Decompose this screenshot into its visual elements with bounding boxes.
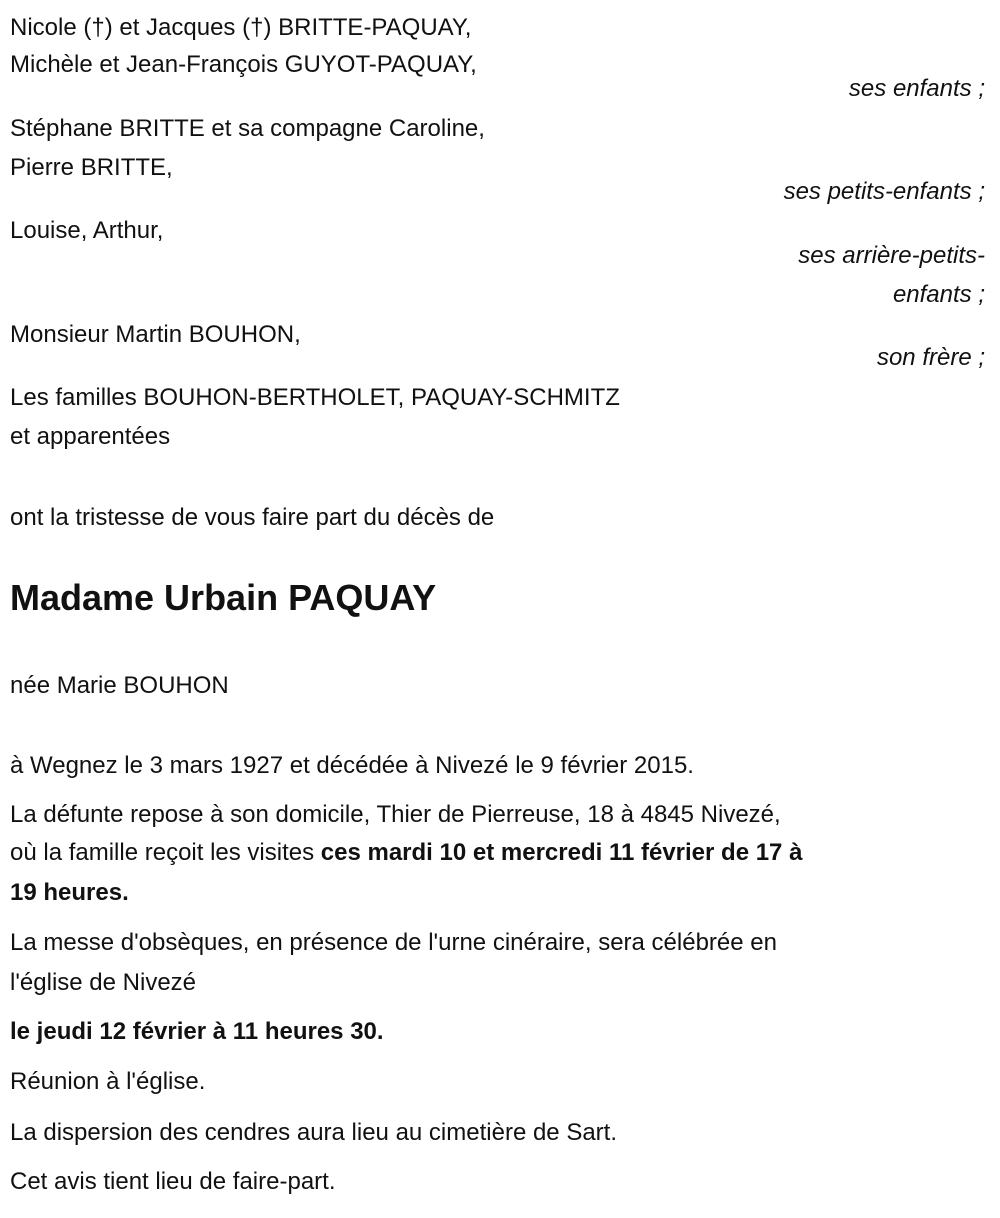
- rest-plain: où la famille reçoit les visites: [10, 839, 321, 866]
- visit-times-end: 19 heures.: [10, 879, 129, 906]
- children-line: Michèle et Jean-François GUYOT-PAQUAY,: [10, 51, 477, 78]
- maiden-name: née Marie BOUHON: [10, 672, 229, 699]
- families-line: Les familles BOUHON-BERTHOLET, PAQUAY-SCHMITZ: [10, 384, 620, 411]
- rest-line: La défunte repose à son domicile, Thier de Pierreuse, 18 à 4845 Nivezé,: [10, 801, 781, 828]
- rest-line: [10, 838, 802, 868]
- mass-line: La messe d'obsèques, en présence de l'urne cinéraire, sera célébrée en: [10, 929, 777, 956]
- announcement: ont la tristesse de vous faire part du décès de: [10, 504, 495, 531]
- children-line: Nicole (†) et Jacques (†) BRITTE-PAQUAY,: [10, 14, 472, 41]
- grandchildren-line: Pierre BRITTE,: [10, 154, 173, 181]
- deceased-name: Madame Urbain PAQUAY: [10, 577, 437, 618]
- visit-times: ces mardi 10 et mercredi 11 février de 17 à: [320, 839, 803, 866]
- ashes: La dispersion des cendres aura lieu au cimetière de Sart.: [10, 1119, 618, 1146]
- grandchildren-line: Stéphane BRITTE et sa compagne Caroline,: [10, 115, 485, 142]
- families-line: et apparentées: [10, 423, 171, 450]
- greatgrandchildren-role: ses arrière-petits-: [798, 242, 985, 269]
- grandchildren-role: ses petits-enfants ;: [783, 178, 985, 205]
- meeting: Réunion à l'église.: [10, 1068, 206, 1095]
- birth-death: à Wegnez le 3 mars 1927 et décédée à Nivezé le 9 février 2015.: [10, 752, 694, 779]
- mass-date: le jeudi 12 février à 11 heures 30.: [10, 1018, 384, 1045]
- children-role: ses enfants ;: [848, 75, 985, 102]
- brother-line: Monsieur Martin BOUHON,: [10, 321, 301, 348]
- greatgrandchildren-line: Louise, Arthur,: [10, 217, 164, 244]
- notice: Cet avis tient lieu de faire-part.: [10, 1168, 336, 1195]
- greatgrandchildren-role: enfants ;: [892, 281, 985, 308]
- mass-line: l'église de Nivezé: [10, 969, 197, 996]
- brother-role: son frère ;: [876, 344, 985, 371]
